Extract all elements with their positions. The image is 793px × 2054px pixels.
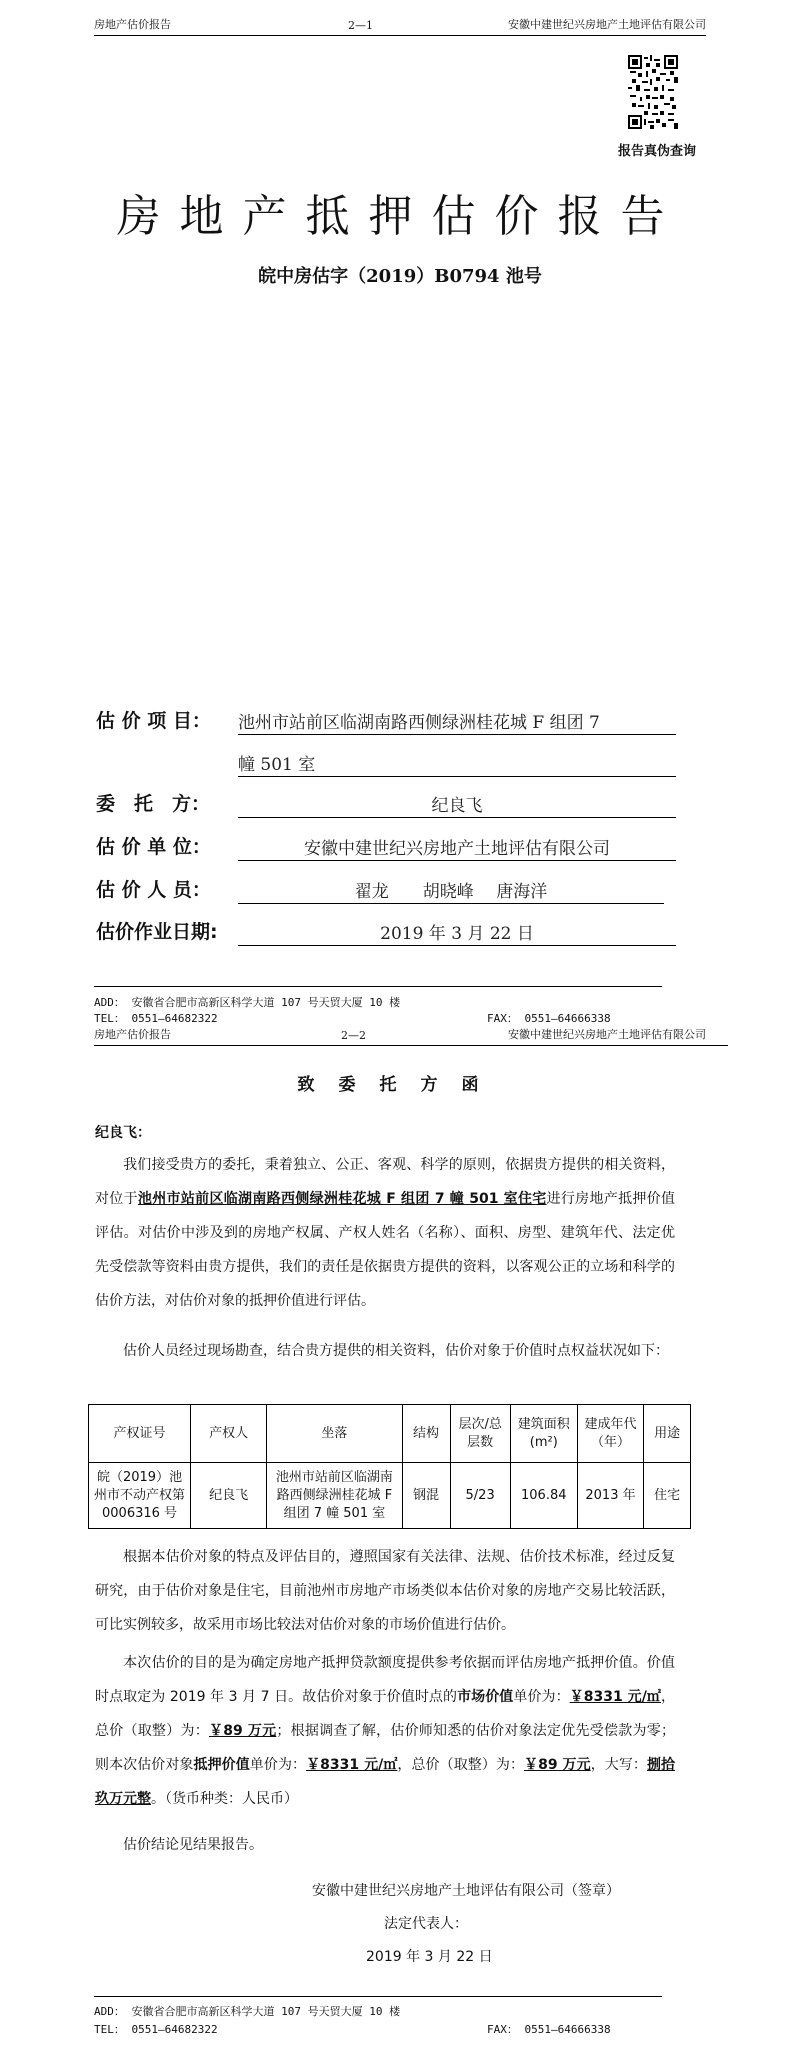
th-location: 坐落	[267, 1405, 402, 1463]
header-doc-type: 房地产估价报告	[94, 1028, 171, 1041]
intro-text: 我们接受贵方的委托，秉着独立、公正、客观、科学的原则，依据贵方提供的相关资料，对位于	[95, 1157, 675, 1207]
footer-tel: TEL： 0551—64682322	[94, 2023, 218, 2036]
info-row-item	[96, 705, 676, 735]
client-value: 纪良飞	[238, 791, 676, 818]
header-doc-type: 房地产估价报告	[94, 18, 171, 31]
paragraph-method	[95, 1540, 675, 1642]
qr-verify-label: 报告真伪查询	[617, 144, 696, 159]
table-row	[89, 1463, 691, 1529]
info-row-org	[96, 831, 676, 861]
signature-company: 安徽中建世纪兴房地产土地评估有限公司（签章）	[312, 1883, 620, 1899]
cell-floor: 5/23	[450, 1463, 510, 1529]
footer-fax: FAX： 0551—64666338	[487, 2023, 611, 2036]
valuation-text: ，总价（取整）为：	[95, 1689, 675, 1739]
org-label: 估 价 单 位：	[96, 836, 211, 858]
cell-cert-no: 皖（2019）池州市不动产权第 0006316 号	[89, 1463, 191, 1529]
report-number: 皖中房估字（2019）B0794 池号	[258, 266, 542, 287]
header-company: 安徽中建世纪兴房地产土地评估有限公司	[508, 18, 706, 31]
survey-text: 估价人员经过现场勘查，结合贵方提供的相关资料，估价对象于价值时点权益状况如下：	[123, 1343, 669, 1359]
property-address-highlight: 池州市站前区临湖南路西侧绿洲桂花城 F 组团 7 幢 501 室住宅	[137, 1191, 547, 1207]
org-value: 安徽中建世纪兴房地产土地评估有限公司	[238, 834, 676, 861]
table-header-row	[89, 1405, 691, 1463]
currency-note: 。（货币种类：人民币）	[151, 1791, 298, 1807]
th-owner: 产权人	[191, 1405, 267, 1463]
footer-address: ADD： 安徽省合肥市高新区科学大道 107 号天贸大厦 10 楼	[94, 996, 401, 1009]
staff-label: 估 价 人 员：	[96, 879, 211, 901]
signature-date: 2019 年 3 月 22 日	[366, 1949, 493, 1965]
footer-fax: FAX： 0551—64666338	[487, 1012, 611, 1025]
mortgage-value-label: 抵押价值	[193, 1757, 250, 1773]
th-cert-no: 产权证号	[89, 1405, 191, 1463]
valuation-text: 单价为：	[513, 1689, 570, 1705]
info-row-date	[96, 916, 676, 946]
th-build-year: 建成年代（年）	[577, 1405, 643, 1463]
paragraph-conclusion	[95, 1828, 675, 1862]
valuation-text: ；根据调查了解，估价师知悉的估价对象法定优先受偿款为零；则本次估价对象	[95, 1723, 676, 1773]
footer-address: ADD： 安徽省合肥市高新区科学大道 107 号天贸大厦 10 楼	[94, 2005, 401, 2018]
footer-divider	[94, 1996, 662, 1997]
legal-representative: 法定代表人：	[384, 1916, 468, 1932]
date-label: 估价作业日期:	[96, 921, 218, 943]
date-value: 2019 年 3 月 22 日	[238, 919, 676, 946]
cell-owner: 纪良飞	[191, 1463, 267, 1529]
cell-area: 106.84	[510, 1463, 577, 1529]
footer-tel: TEL： 0551—64682322	[94, 1012, 218, 1025]
th-usage: 用途	[644, 1405, 691, 1463]
th-floor: 层次/总层数	[450, 1405, 510, 1463]
valuation-text: 单价为：	[249, 1757, 307, 1773]
intro-text-cont: 进行房地产抵押价值评估。对估价中涉及到的房地产权属、产权人姓名（名称）、面积、房型、建筑年代、法定优先受偿款等资料由贵方提供，我们的责任是依据贵方提供的资料，以客观公正的立场和科学的估价方法，对估价对象的抵押价值进行评估。	[95, 1191, 676, 1309]
page2-header	[94, 1026, 728, 1046]
market-unit-price: ￥8331 元/㎡	[569, 1689, 661, 1705]
valuation-text: ，大写：	[590, 1757, 647, 1773]
info-row-staff	[96, 874, 664, 904]
paragraph-valuation	[95, 1646, 675, 1816]
staff-value: 翟龙 胡晓峰 唐海洋	[238, 877, 664, 904]
market-value-label: 市场价值	[457, 1689, 514, 1705]
conclusion-text: 估价结论见结果报告。	[123, 1837, 263, 1853]
th-structure: 结构	[402, 1405, 450, 1463]
addressee: 纪良飞：	[95, 1125, 151, 1141]
report-title: 房地产抵押估价报告	[116, 191, 684, 242]
paragraph-survey	[95, 1334, 675, 1368]
cell-location: 池州市站前区临湖南路西侧绿洲桂花城 F 组团 7 幢 501 室	[267, 1463, 402, 1529]
method-text: 根据本估价对象的特点及评估目的，遵照国家有关法律、法规、估价技术标准，经过反复研究，由于估价对象是住宅，目前池州市房地产市场类似本估价对象的房地产交易比较活跃，可比实例较多，故采用市场比较法对估价对象的市场价值进行估价。	[95, 1549, 675, 1633]
cell-usage: 住宅	[644, 1463, 691, 1529]
amount-in-words: 捌拾玖万元整	[95, 1757, 676, 1807]
cell-build-year: 2013 年	[577, 1463, 643, 1529]
th-area: 建筑面积(m²)	[510, 1405, 577, 1463]
cell-structure: 钢混	[402, 1463, 450, 1529]
market-total-price: ￥89 万元	[208, 1723, 277, 1739]
info-row-item-cont	[96, 747, 676, 777]
header-page-number: 2—2	[341, 1029, 366, 1042]
mortgage-total-price: ￥89 万元	[524, 1757, 591, 1773]
client-label: 委 托 方：	[96, 793, 211, 815]
item-label: 估 价 项 目：	[96, 710, 211, 732]
paragraph-intro	[95, 1148, 675, 1318]
item-value-line1: 池州市站前区临湖南路西侧绿洲桂花城 F 组团 7	[238, 708, 676, 735]
qr-code-icon[interactable]	[628, 55, 678, 129]
item-value-line2: 幢 501 室	[238, 750, 676, 777]
header-page-number: 2—1	[348, 19, 373, 32]
mortgage-unit-price: ￥8331 元/㎡	[306, 1757, 398, 1773]
valuation-text: ，总价（取整）为：	[397, 1757, 525, 1773]
footer-divider	[94, 986, 662, 987]
property-table	[88, 1404, 691, 1529]
valuation-text: 本次估价的目的是为确定房地产抵押贷款额度提供参考依据而评估房地产抵押价值。价值时点取定为 2019 年 3 月 7 日。故估价对象于价值时点的	[95, 1655, 675, 1705]
info-row-client	[96, 788, 676, 818]
header-company: 安徽中建世纪兴房地产土地评估有限公司	[508, 1028, 706, 1041]
page1-header	[94, 16, 706, 36]
letter-title: 致委托方函	[297, 1075, 503, 1095]
